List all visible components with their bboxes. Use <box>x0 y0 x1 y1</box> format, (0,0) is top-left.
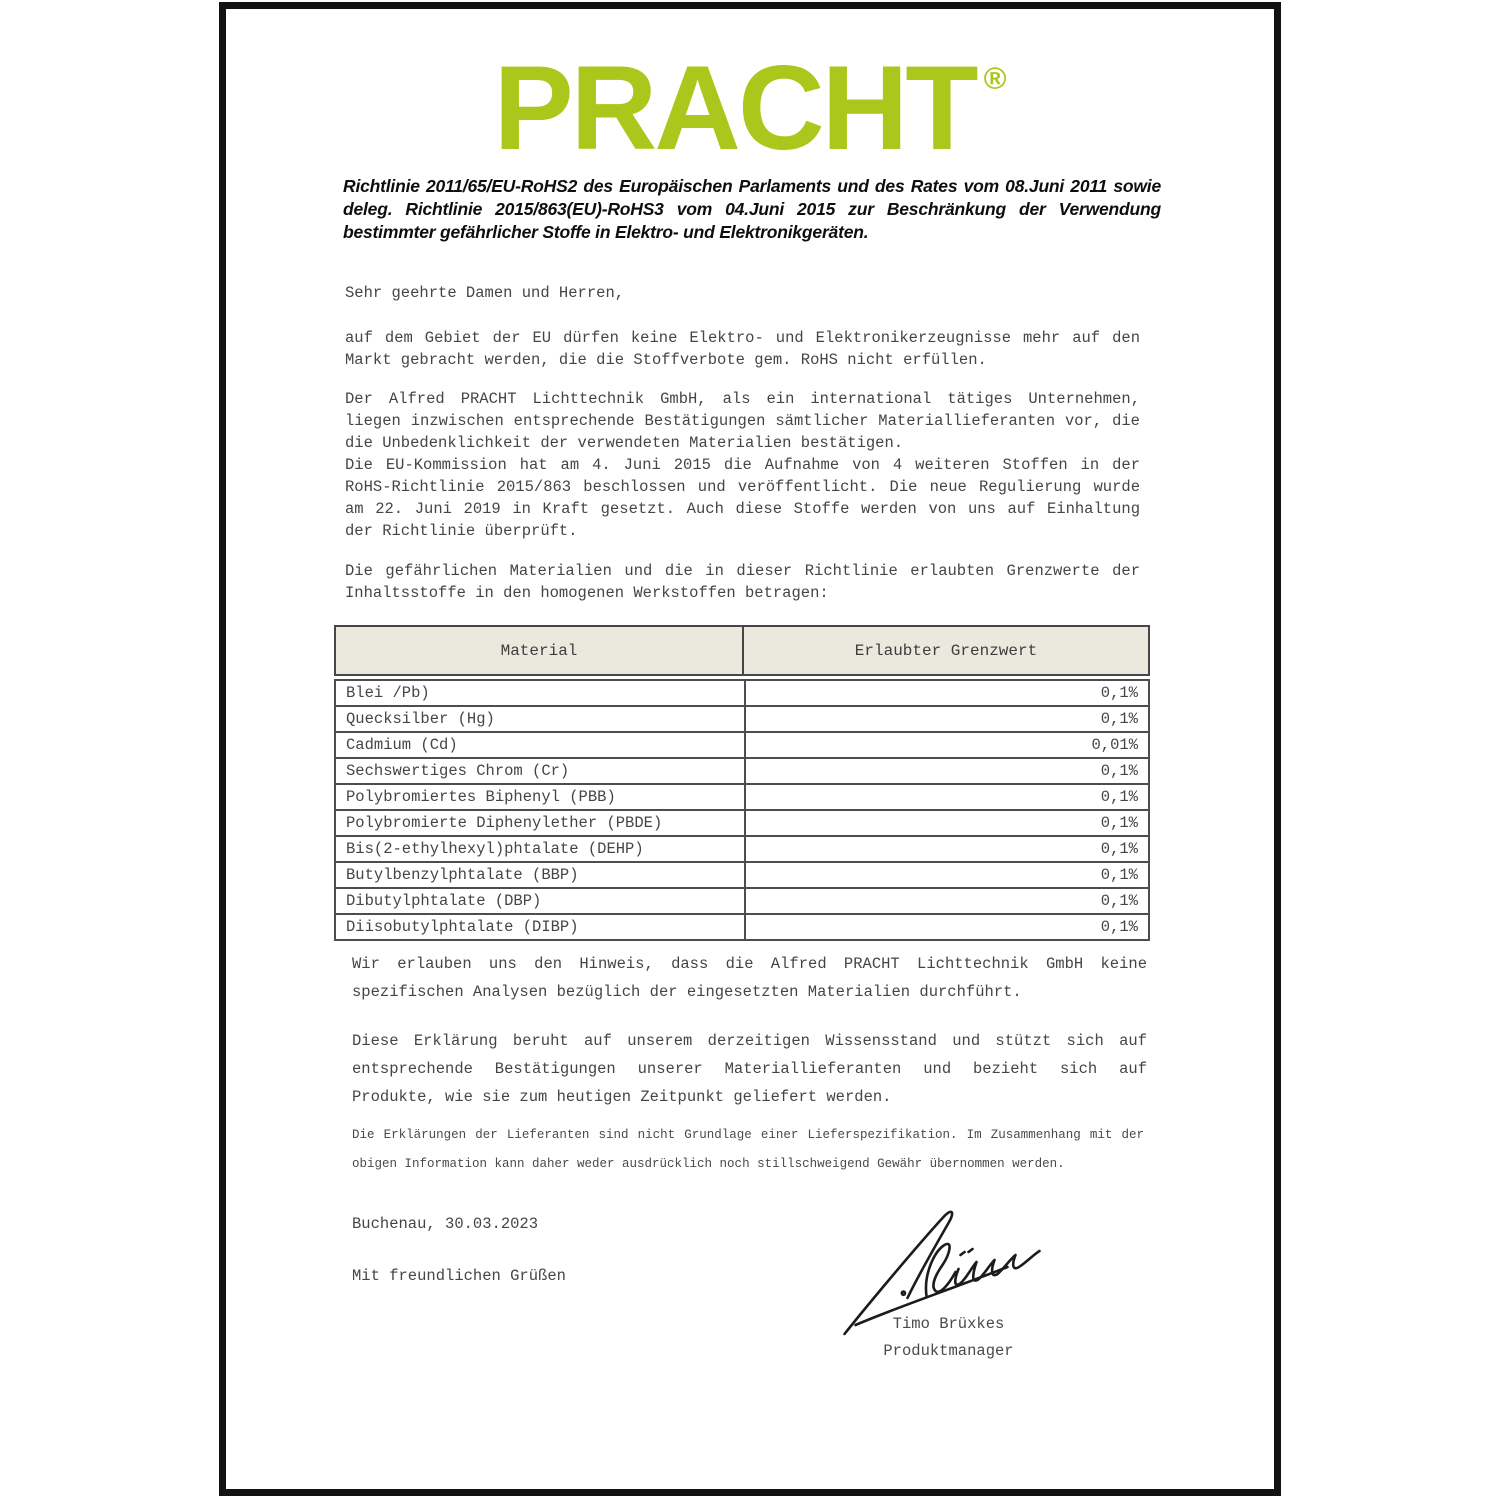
material-cell: Butylbenzylphtalate (BBP) <box>335 862 745 888</box>
material-cell: Sechswertiges Chrom (Cr) <box>335 758 745 784</box>
table-row <box>335 888 1149 914</box>
closing-line: Mit freundlichen Grüßen <box>352 1267 566 1285</box>
signer-name: Timo Brüxkes <box>892 1315 1005 1333</box>
limits-table-header <box>334 625 1150 676</box>
paragraph-supplier-confirmations: Der Alfred PRACHT Lichttechnik GmbH, als ein international tätiges Unternehmen, liegen inzwischen entsprechende Bestätigungen sämtlicher Materiallieferanten vor, die die Unbedenklichkeit der verwendeten Materialien bestätigen. <box>345 390 1140 452</box>
directive-heading: Richtlinie 2011/65/EU-RoHS2 des Europäischen Parlaments und des Rates vom 08.Juni 2011 sowie deleg. Richtlinie 2015/863(EU)-RoHS3 vom 04.Juni 2015 zur Beschränkung der Verwendung bestimmter gefährlicher Stoffe in Elektro- und Elektronikgeräten. <box>343 176 1161 242</box>
limit-cell: 0,1% <box>745 862 1149 888</box>
limit-cell: 0,1% <box>745 706 1149 732</box>
material-cell: Quecksilber (Hg) <box>335 706 745 732</box>
limit-cell: 0,1% <box>745 758 1149 784</box>
column-header-limit: Erlaubter Grenzwert <box>854 641 1038 660</box>
column-header-material: Material <box>336 627 744 674</box>
material-cell: Bis(2-ethylhexyl)phtalate (DEHP) <box>335 836 745 862</box>
material-cell: Polybromiertes Biphenyl (PBB) <box>335 784 745 810</box>
limit-cell: 0,1% <box>745 888 1149 914</box>
signer-role: Produktmanager <box>883 1342 1014 1360</box>
table-row <box>335 836 1149 862</box>
company-logo-text: PRACHT <box>493 41 976 175</box>
limits-table-body <box>334 679 1150 941</box>
document-page <box>219 2 1281 1496</box>
table-row <box>335 680 1149 706</box>
registered-trademark-icon: ® <box>983 61 1007 96</box>
place-date-line: Buchenau, 30.03.2023 <box>352 1215 539 1233</box>
limit-cell: 0,01% <box>745 732 1149 758</box>
paragraph-declaration-basis: Diese Erklärung beruht auf unserem derzeitigen Wissensstand und stützt sich auf entsprechende Bestätigungen unserer Materiallieferanten und bezieht sich auf Produkte, wie sie zum heutigen Zeitpunkt geliefert werden. <box>352 1032 1147 1106</box>
material-cell: Diisobutylphtalate (DIBP) <box>335 914 745 940</box>
material-cell: Blei /Pb) <box>335 680 745 706</box>
table-row <box>335 914 1149 940</box>
salutation: Sehr geehrte Damen und Herren, <box>345 284 625 302</box>
table-row <box>335 862 1149 888</box>
limit-cell: 0,1% <box>745 680 1149 706</box>
material-cell: Polybromierte Diphenylether (PBDE) <box>335 810 745 836</box>
table-row <box>335 732 1149 758</box>
table-row <box>335 706 1149 732</box>
limit-cell: 0,1% <box>745 914 1149 940</box>
table-row <box>335 758 1149 784</box>
paragraph-market-ban: auf dem Gebiet der EU dürfen keine Elektro- und Elektronikerzeugnisse mehr auf den Markt gebracht werden, die die Stoffverbote gem. RoHS nicht erfüllen. <box>345 329 1140 369</box>
small-print-disclaimer: Die Erklärungen der Lieferanten sind nicht Grundlage einer Lieferspezifikation. Im Zusammenhang mit der obigen Information kann daher weder ausdrücklich noch stillschweigend Gewähr übernommen werden. <box>352 1128 1144 1171</box>
material-cell: Cadmium (Cd) <box>335 732 745 758</box>
limit-cell: 0,1% <box>745 836 1149 862</box>
limit-cell: 0,1% <box>745 784 1149 810</box>
limit-cell: 0,1% <box>745 810 1149 836</box>
paragraph-limits-intro: Die gefährlichen Materialien und die in dieser Richtlinie erlaubten Grenzwerte der Inhaltsstoffe in den homogenen Werkstoffen betragen: <box>345 562 1140 602</box>
paragraph-eu-commission: Die EU-Kommission hat am 4. Juni 2015 die Aufnahme von 4 weiteren Stoffen in der RoHS-Richtlinie 2015/863 beschlossen und veröffentlicht. Die neue Regulierung wurde am 22. Juni 2019 in Kraft gesetzt. Auch diese Stoffe werden von uns auf Einhaltung der Richtlinie überprüft. <box>345 456 1140 540</box>
table-row <box>335 784 1149 810</box>
material-cell: Dibutylphtalate (DBP) <box>335 888 745 914</box>
limits-table <box>334 625 1150 941</box>
table-row <box>335 810 1149 836</box>
paragraph-no-analyses: Wir erlauben uns den Hinweis, dass die Alfred PRACHT Lichttechnik GmbH keine spezifischen Analysen bezüglich der eingesetzten Materialien durchführt. <box>352 955 1147 1001</box>
